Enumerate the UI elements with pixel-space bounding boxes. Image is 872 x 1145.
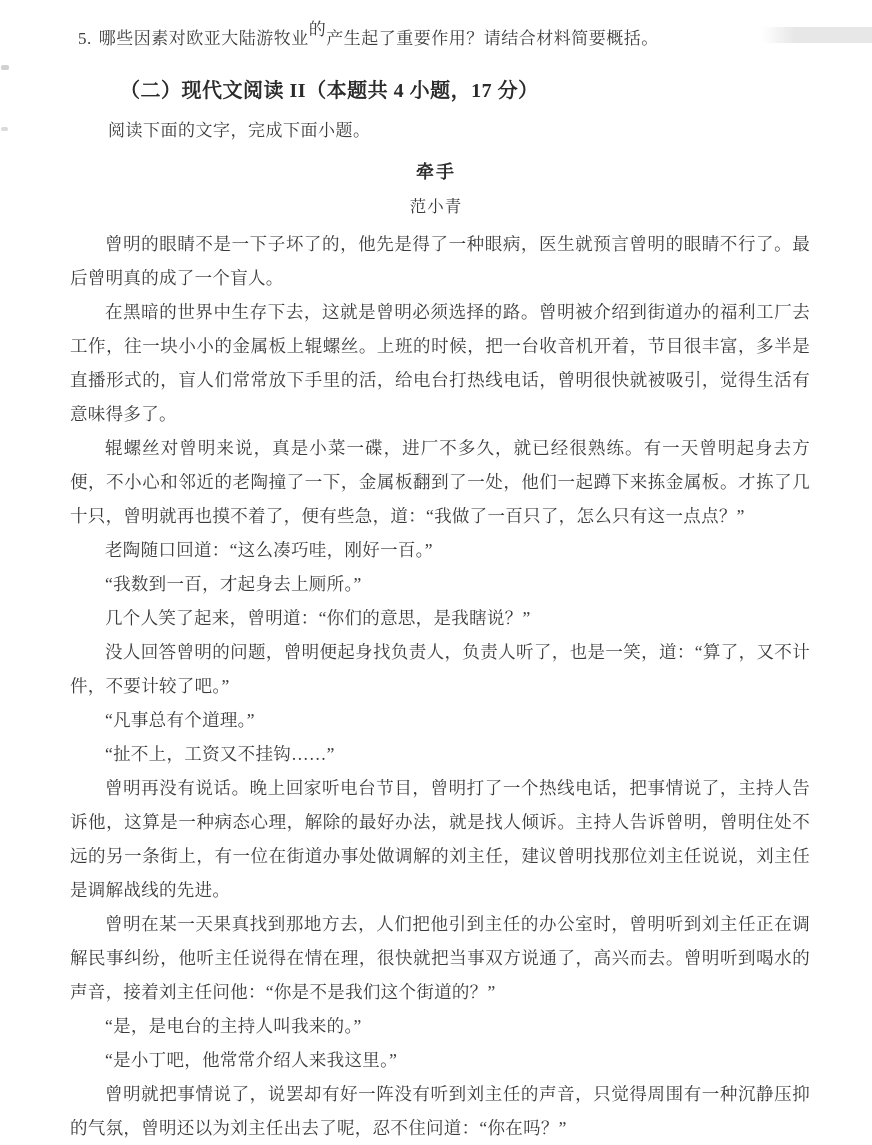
question-5 bbox=[78, 19, 832, 51]
passage-paragraph: “我数到一百，才起身去上厕所。” bbox=[105, 574, 362, 594]
question-5-number: 5. bbox=[78, 29, 92, 48]
passage-paragraph: “扯不上，工资又不挂钩……” bbox=[105, 744, 335, 764]
passage-paragraph: 几个人笑了起来，曾明道：“你们的意思，是我瞎说？” bbox=[105, 608, 531, 628]
passage-paragraph: 曾明在某一天果真找到那地方去，人们把他引到主任的办公室时，曾明听到刘主任正在调解民事纠纷，他听主任说得在情在理，很快就把当事双方说通了，高兴而去。曾明听到喝水的声音，接着刘主任问他：“你是不是我们这个街道的？” bbox=[70, 914, 810, 1002]
passage-title: 牵手 bbox=[416, 162, 456, 182]
passage-paragraph: 没人回答曾明的问题，曾明便起身找负责人，负责人听了，也是一笑，道：“算了，又不计件，不要计较了吧。” bbox=[70, 642, 810, 696]
scan-artifact-speck bbox=[1, 65, 9, 70]
passage-paragraph: “凡事总有个道理。” bbox=[105, 710, 255, 730]
reading-instruction: 阅读下面的文字，完成下面小题。 bbox=[108, 121, 371, 140]
passage-body bbox=[70, 227, 810, 1145]
passage-paragraph: 辊螺丝对曾明来说，真是小菜一碟，进厂不多久，就已经很熟练。有一天曾明起身去方便，不小心和邻近的老陶撞了一下，金属板翻到了一处，他们一起蹲下来拣金属板。才拣了几十只，曾明就再也摸不着了，便有些急，道：“我做了一百只了，怎么只有这一点点？” bbox=[70, 438, 810, 526]
scan-artifact-speck bbox=[1, 127, 8, 131]
passage-paragraph: 老陶随口回道：“这么凑巧哇，刚好一百。” bbox=[105, 540, 433, 560]
question-5-text-before: 哪些因素对欧亚大陆游牧业 bbox=[98, 29, 309, 48]
passage-paragraph: “是，是电台的主持人叫我来的。” bbox=[105, 1016, 362, 1036]
passage-paragraph: 曾明再没有说话。晚上回家听电台节目，曾明打了一个热线电话，把事情说了，主持人告诉他，这算是一种病态心理，解除的最好办法，就是找人倾诉。主持人告诉曾明，曾明住处不远的另一条街上，有一位在街道办事处做调解的刘主任，建议曾明找那位刘主任说说，刘主任是调解战线的先进。 bbox=[70, 778, 810, 900]
passage-author: 范小青 bbox=[409, 197, 463, 216]
question-5-text-after: 产生起了重要作用？请结合材料简要概括。 bbox=[326, 29, 659, 48]
section-heading: （二）现代文阅读 II（本题共 4 小题，17 分） bbox=[120, 80, 539, 102]
question-5-superscript: 的 bbox=[308, 19, 327, 39]
passage-paragraph: 曾明的眼睛不是一下子坏了的，他先是得了一种眼病，医生就预言曾明的眼睛不行了。最后曾明真的成了一个盲人。 bbox=[70, 234, 810, 288]
exam-document-page bbox=[0, 19, 872, 1138]
passage-paragraph: “是小丁吧，他常常介绍人来我这里。” bbox=[105, 1050, 398, 1070]
passage-paragraph: 曾明就把事情说了，说罢却有好一阵没有听到刘主任的声音，只觉得周围有一种沉静压抑的气氛，曾明还以为刘主任出去了呢，忍不住问道：“你在吗？” bbox=[70, 1084, 810, 1138]
passage-paragraph: 在黑暗的世界中生存下去，这就是曾明必须选择的路。曾明被介绍到街道办的福利工厂去工作，往一块小小的金属板上辊螺丝。上班的时候，把一台收音机开着，节目很丰富，多半是直播形式的，盲人们常常放下手里的活，给电台打热线电话，曾明很快就被吸引，觉得生活有意味得多了。 bbox=[70, 302, 810, 424]
scan-artifact-shade bbox=[762, 27, 872, 43]
